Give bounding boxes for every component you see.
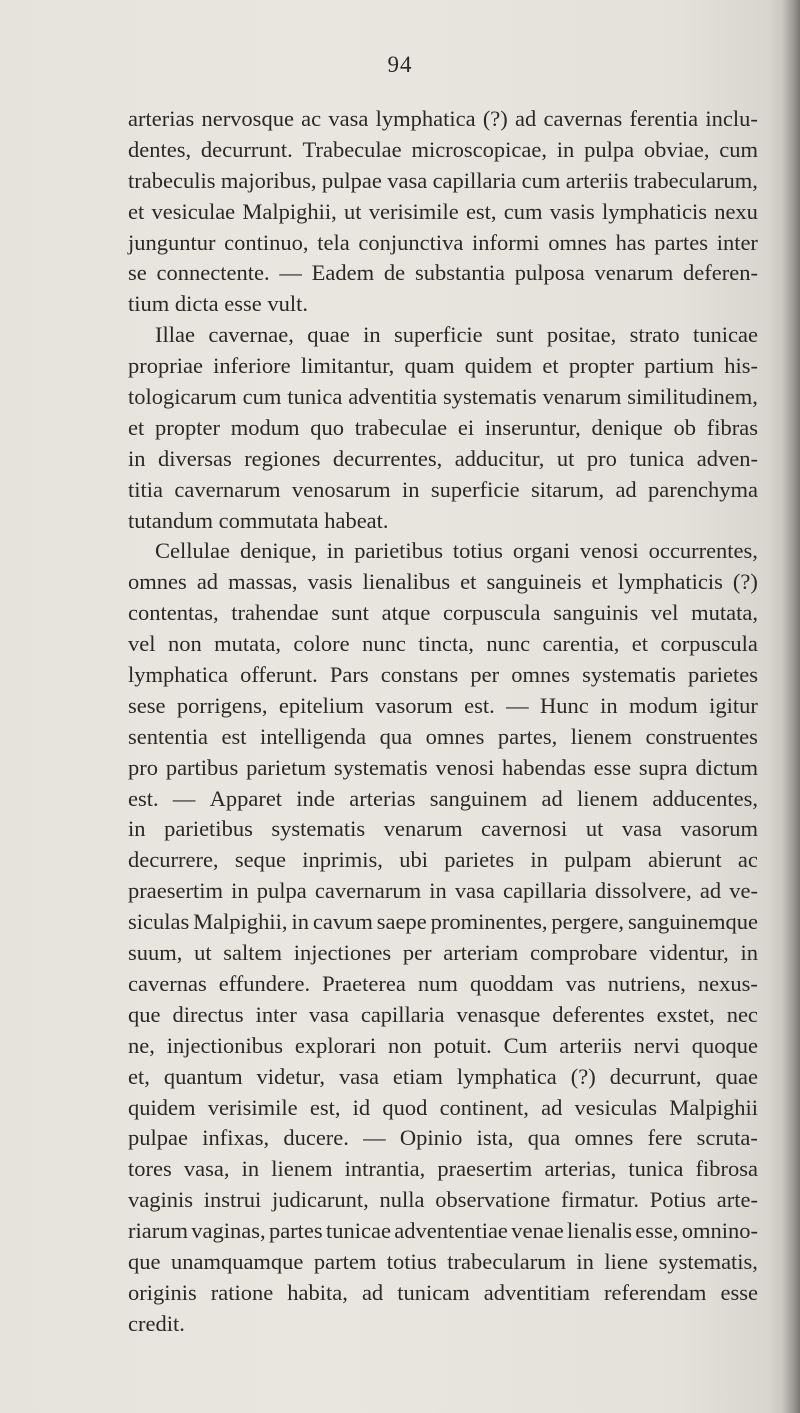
text-line: tores vasa, in lienem intrantia, praesertim arterias, tunica fibrosa [128, 1156, 758, 1182]
text-line: se connectente. — Eadem de substantia pulposa venarum deferen- [128, 260, 758, 286]
text-line: propriae inferiore limitantur, quam quidem et propter partium his- [128, 353, 758, 379]
text-line: in parietibus systematis venarum cavernosi ut vasa vasorum [128, 816, 758, 842]
text-line: junguntur continuo, tela conjunctiva informi omnes has partes inter [128, 229, 758, 255]
text-line: pro partibus parietum systematis venosi habendas esse supra dictum [128, 754, 758, 780]
text-line: omnes ad massas, vasis lienalibus et sanguineis et lymphaticis (?) [128, 569, 758, 595]
text-line: in diversas regiones decurrentes, adducitur, ut pro tunica adven- [128, 445, 758, 471]
text-line: tutandum commutata habeat. [128, 507, 389, 533]
text-line: cavernas effundere. Praeterea num quoddam vas nutriens, nexus- [128, 970, 758, 996]
text-line: sese porrigens, epitelium vasorum est. — Hunc in modum igitur [128, 692, 758, 718]
text-line: dentes, decurrunt. Trabeculae microscopicae, in pulpa obviae, cum [128, 136, 758, 162]
text-line: vel non mutata, colore nunc tincta, nunc carentia, et corpuscula [128, 631, 758, 657]
text-line: suum, ut saltem injectiones per arteriam comprobare videntur, in [128, 940, 758, 966]
text-line: lymphatica offerunt. Pars constans per omnes systematis parietes [128, 662, 758, 688]
text-line: arterias nervosque ac vasa lymphatica (?) ad cavernas ferentia inclu- [128, 106, 758, 131]
text-line: et, quantum videtur, vasa etiam lymphatica (?) decurrunt, quae [128, 1063, 758, 1089]
text-line: tologicarum cum tunica adventitia systematis venarum similitudinem, [128, 384, 758, 410]
text-line: et propter modum quo trabeculae ei inseruntur, denique ob fibras [128, 414, 758, 440]
page-edge-shadow [782, 0, 800, 1413]
text-line: Cellulae denique, in parietibus totius organi venosi occurrentes, [155, 538, 758, 564]
text-line: praesertim in pulpa cavernarum in vasa capillaria dissolvere, ad ve- [128, 878, 758, 904]
text-line: pulpae infixas, ducere. — Opinio ista, qua omnes fere scruta- [128, 1125, 758, 1151]
text-line: titia cavernarum venosarum in superficie sitarum, ad parenchyma [128, 476, 758, 502]
text-line: decurrere, seque inprimis, ubi parietes in pulpam abierunt ac [128, 847, 758, 873]
text-line: tium dicta esse vult. [128, 291, 308, 317]
text-line: quidem verisimile est, id quod continent, ad vesiculas Malpighii [128, 1094, 758, 1120]
text-line: ne, injectionibus explorari non potuit. Cum arteriis nervi quoque [128, 1032, 758, 1058]
text-line: credit. [128, 1310, 185, 1336]
text-line: sententia est intelligenda qua omnes partes, lienem construentes [128, 723, 758, 749]
text-line: trabeculis majoribus, pulpae vasa capillaria cum arteriis trabecularum, [128, 167, 758, 193]
text-line: et vesiculae Malpighii, ut verisimile est, cum vasis lymphaticis nexu [128, 198, 758, 224]
text-line: siculas Malpighii, in cavum saepe prominentes, pergere, sanguinemque [128, 909, 758, 935]
page-number: 94 [387, 52, 413, 77]
text-line: Illae cavernae, quae in superficie sunt positae, strato tunicae [155, 322, 758, 348]
text-line: que directus inter vasa capillaria venasque deferentes exstet, nec [128, 1001, 758, 1027]
text-line: est. — Apparet inde arterias sanguinem ad lienem adducentes, [128, 785, 758, 811]
text-line: originis ratione habita, ad tunicam adventitiam referendam esse [128, 1279, 758, 1305]
text-line: vaginis instrui judicarunt, nulla observatione firmatur. Potius arte- [128, 1187, 758, 1213]
body-text [128, 104, 758, 1340]
text-line: contentas, trahendae sunt atque corpuscula sanguinis vel mutata, [128, 600, 758, 626]
text-line: riarum vaginas, partes tunicae advententiae venae lienalis esse, omnino- [128, 1218, 758, 1244]
text-line: que unamquamque partem totius trabecularum in liene systematis, [128, 1248, 758, 1274]
